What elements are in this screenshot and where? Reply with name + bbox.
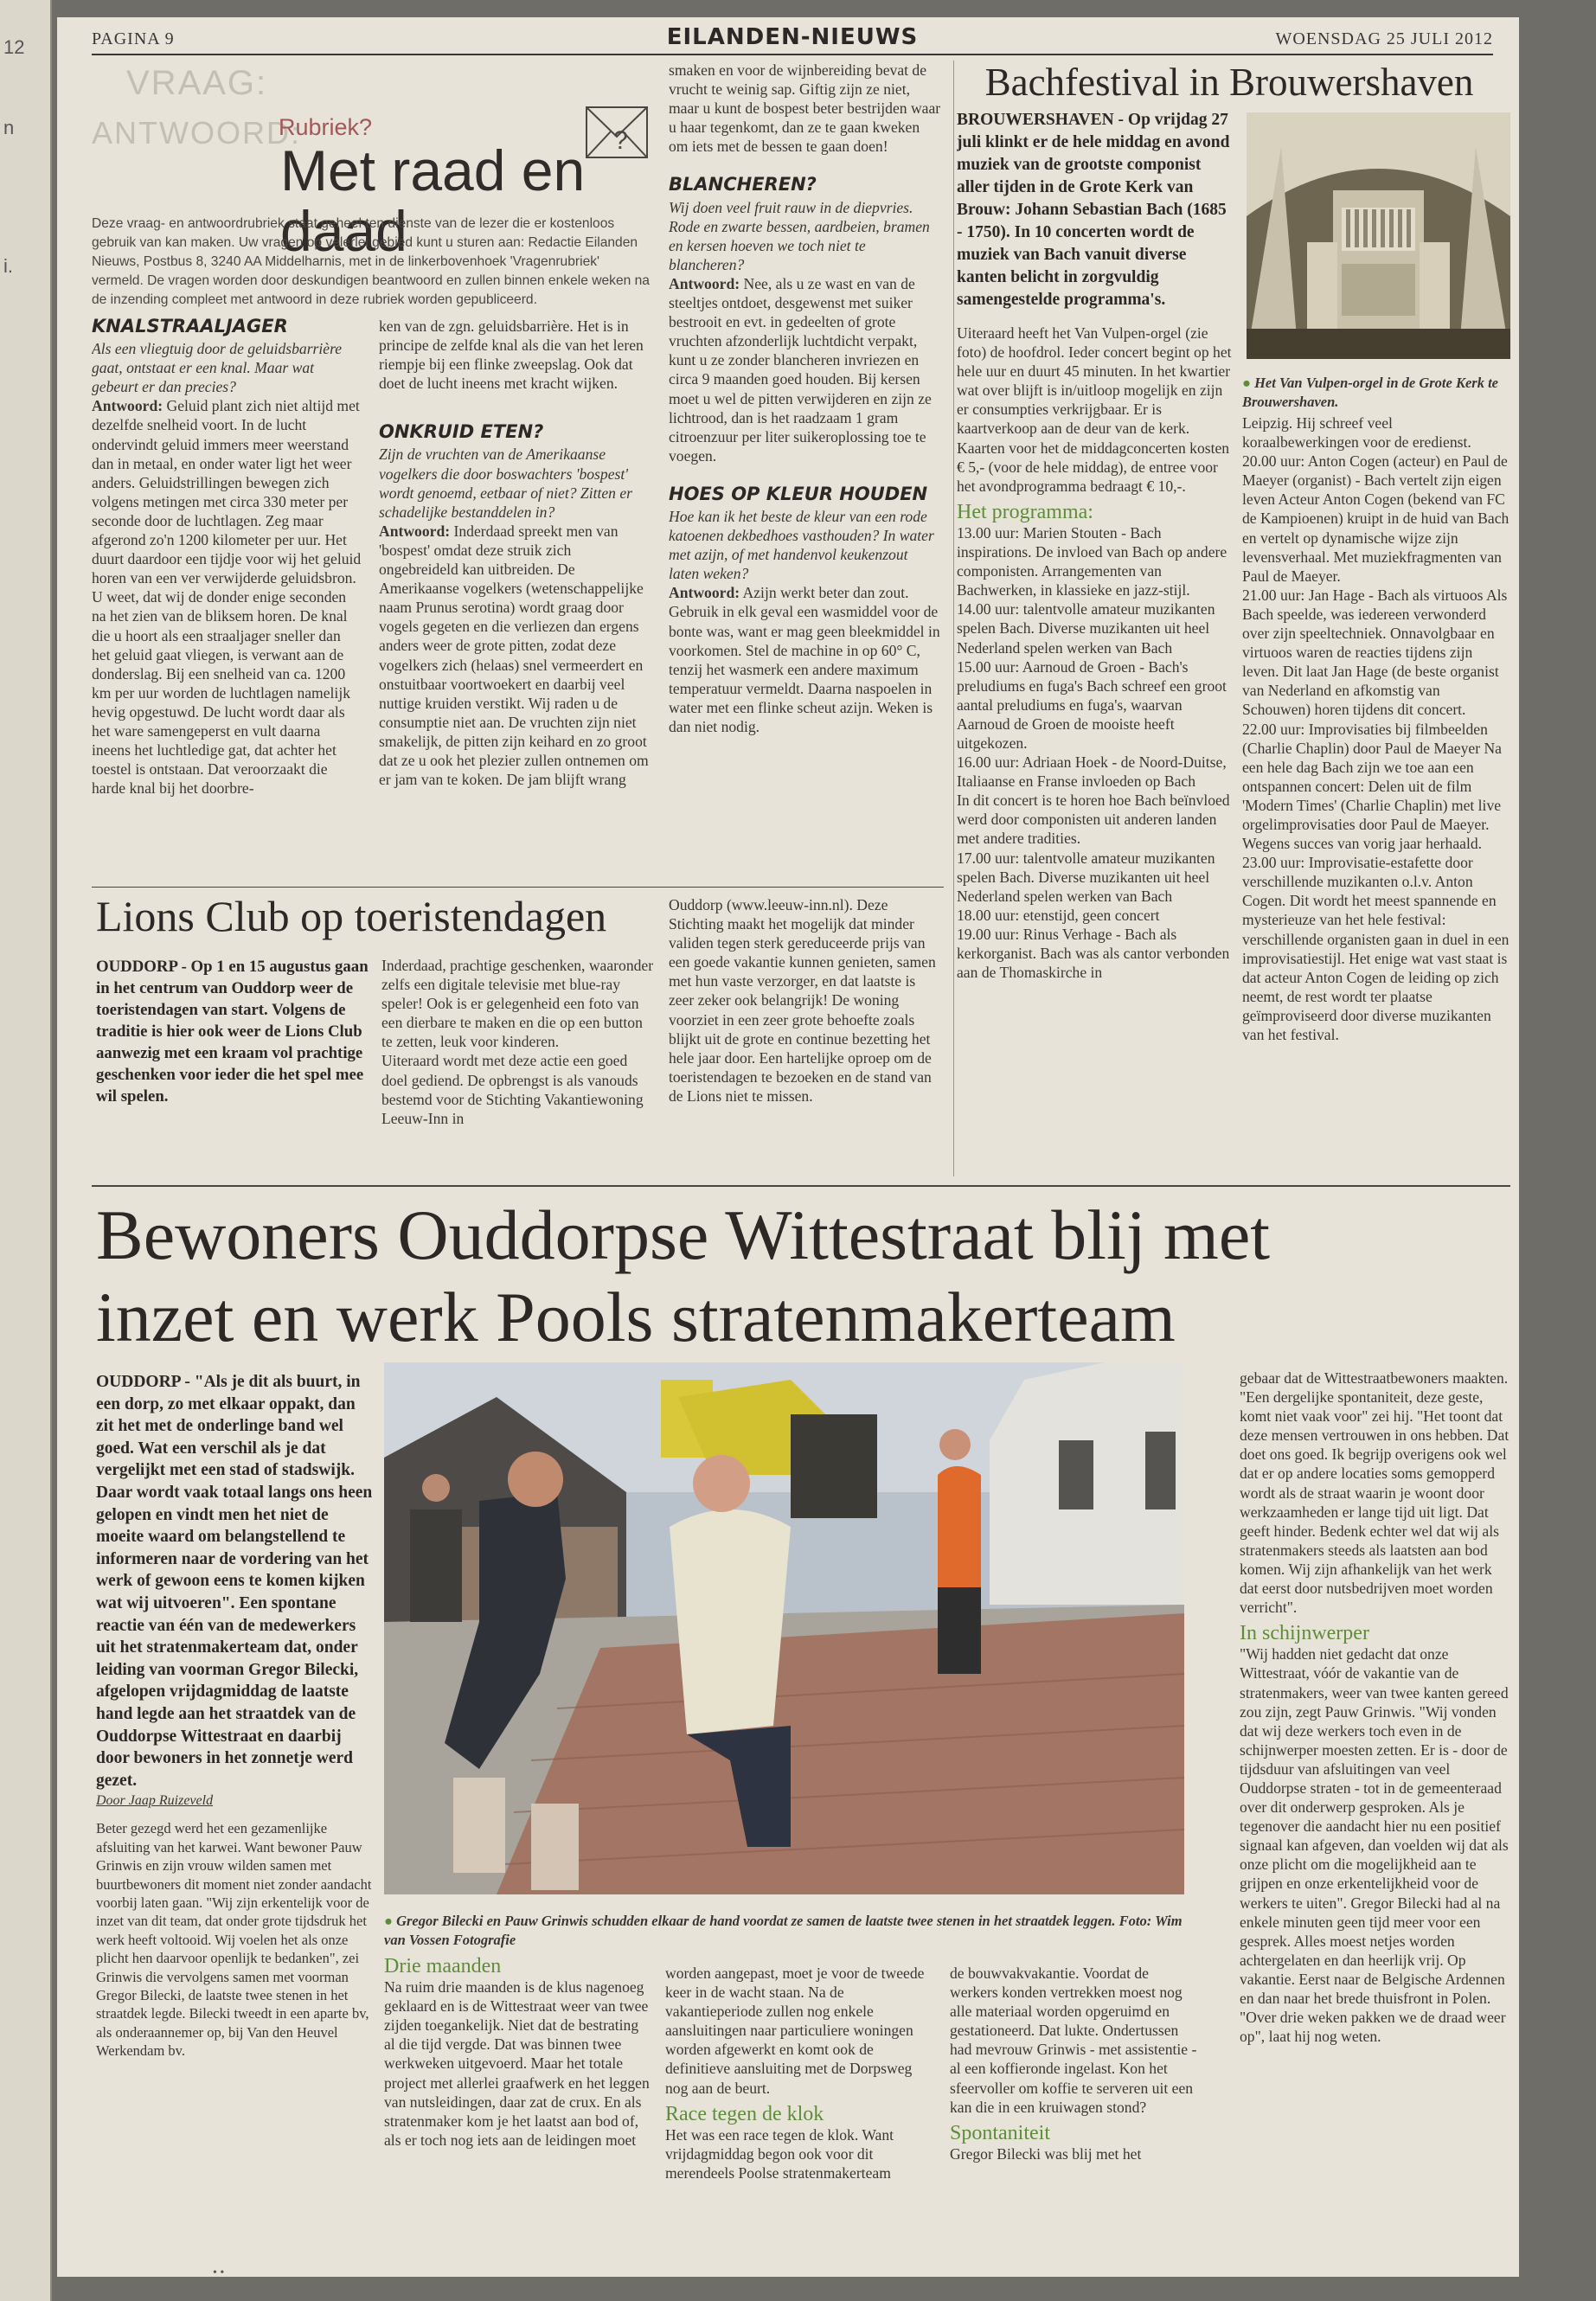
knal-column xyxy=(92,311,362,874)
footer-dots: • • xyxy=(213,2266,225,2277)
section-rule xyxy=(92,887,944,888)
onkruid-answer-cont: smaken en voor de wijnbereiding bevat de vrucht te weinig sap. Giftig zijn ze niet, maar u kunt de bospest beter bestrijden waar u haar tegenkomt, dan ze te gaan kweken om iets met de bessen te gaan doen! xyxy=(669,61,941,156)
subheading-race: Race tegen de klok xyxy=(665,2102,824,2125)
main-column-2 xyxy=(384,1957,652,2268)
subheading-schijnwerper: In schijnwerper xyxy=(1240,1622,1369,1645)
ghost-antwoord: ANTWOORD: xyxy=(92,115,301,151)
handshake-image xyxy=(384,1362,1184,1894)
rubriek-title: Met raad en daad xyxy=(280,138,586,263)
lions-column-2 xyxy=(381,956,657,1181)
bach-program-cont: Leipzig. Hij schreef veel koraalbewerkingen voor de eredienst. 20.00 uur: Anton Cogen (acteur) en Paul de Maeyer (organist) - Bach vertelt zijn eigen leven Acteur Anton Cogen (bekend van FC de Kampioenen) kruipt in de huid van Bach en vertelt op dynamische wijze zijn levensverhaal. Met muziekfragmenten van Paul de Maeyer. 21.00 uur: Jan Hage - Bach als virtuoos Als Bach speelde, was iedereen verwonderd over zijn speeltechniek. Onnavolgbaar en virtuoos waren de reacties tijdens zijn leven. Dit laat Jan Hage (de beste organist van Nederland en afkomstig van Schouwen) horen tijdens dit concert. 22.00 uur: Improvisaties bij filmbeelden (Charlie Chaplin) door Paul de Maeyer Na een hele dag Bach zijn we toe aan een ontspannen concert: Delen uit de film 'Modern Times' (Charlie Chaplin) met live orgelimprovisaties door Paul de Maeyer. Wegens succes van vorig jaar herhaald. 23.00 uur: Improvisatie-estafette door verschillende muzikanten o.l.v. Anton Cogen. Dit wordt het meest spannende en mysterieuze van het hele festival: verschillende organisten gaan in duel in een improvisatiestijl. Het enige wat vast staat is dat acteur Anton Cogen de leiding op zich neemt, de rest wordt ter plaatse geïmproviseerd door diverse muzikanten van het festival. xyxy=(1242,414,1509,1043)
rubriek-header xyxy=(92,61,654,307)
bach-paragraph: Uiteraard heeft het Van Vulpen-orgel (zie foto) de hoofdrol. Ieder concert begint op het hele uur en duurt 45 minuten. In het kwartier wat over blijft is in/uitloop mogelijk en zijn er consumpties verkrijgbaar. Er is kaartverkoop aan de deur van de kerk. Kaarten voor het de middagconcerten kosten € 5,- (voor de hele middag), de entree voor het avondprogramma bedraagt € 10,-. xyxy=(957,324,1232,495)
main-paragraph-5: de bouwvakvakantie. Voordat de werkers konden vertrekken moest nog alle materiaal worden opgeruimd en gestationeerd. Dat lukte. Ondertussen had mevrouw Grinwis - met assistentie - al een koffieronde ingelast. Kon het sfeervoller om koffie te serveren uit een kan die in een kruiwagen stond? xyxy=(950,1965,1197,2116)
bullet-icon: ● xyxy=(1242,375,1255,391)
margin-letter: i. xyxy=(3,255,13,277)
headline-line-2: inzet en werk Pools stratenmakerteam xyxy=(96,1278,1176,1356)
newspaper-page xyxy=(57,17,1519,2277)
bach-subheading: Het programma: xyxy=(957,500,1093,523)
section-rule xyxy=(92,1185,1510,1187)
bach-column-2 xyxy=(1242,413,1512,1175)
main-paragraph-6: Gregor Bilecki was blij met het xyxy=(950,2144,1142,2163)
answer-label: Antwoord: xyxy=(379,522,451,540)
answer-label: Antwoord: xyxy=(669,274,740,292)
margin-letter: n xyxy=(3,117,15,138)
caption-text: Gregor Bilecki en Pauw Grinwis schudden elkaar de hand voordat ze samen de laatste twee stenen in het straatdek leggen. Foto: Wim van Vossen Fotografie xyxy=(384,1913,1183,1948)
main-paragraph-8: "Wij hadden niet gedacht dat onze Wittestraat, vóór de vakantie van de stratenmakers, weer van twee kanten gereed zou zijn, zegt Pauw Grinwis. "Wij vonden dat wij deze werkers toch even in de schijnwerper moesten zetten. Er is - door de tijdsduur van afsluitingen van veel Ouddorpse straten - tot in de gemeenteraad over dit onderwerp gesproken. Als je tegenover die aandacht hier nu een positief signaal kan afgeven, dan voelden wij dat als onze plicht om die mogelijkheid aan te grijpen en onze erkentelijkheid voor de werkers te uiten". Gregor Bilecki had al na enkele minuten geen tijd meer voor een gesprek. Alles moest netjes worden achtergelaten en dan heerlijk vrij. Op vakantie. Eerst naar de Belgische Ardennen en dan naar het brede thuisfront in Polen. "Over drie weken pakken we de draad weer op", laat hij nog weten. xyxy=(1240,1645,1509,2046)
bach-lead: BROUWERSHAVEN - Op vrijdag 27 juli klinkt er de hele middag en avond muziek van de grootste componist aller tijden in de Grote Kerk van Brouw: Johann Sebastian Bach (1685 - 1750). In 10 concerten wordt de muziek van Bach vanuit diverse kanten belicht in zorgvuldig samengestelde programma's. xyxy=(957,111,1230,309)
onkruid-question: Zijn de vruchten van de Amerikaanse vogelkers die door boswachters 'bospest' wordt genoemd, eetbaar of niet? Zitten er schadelijke bestanddelen in? xyxy=(379,445,633,521)
main-column-3 xyxy=(665,1964,933,2266)
page-number: PAGINA 9 xyxy=(92,29,175,48)
street-photo xyxy=(384,1362,1184,1894)
lions-lead: OUDDORP - Op 1 en 15 augustus gaan in het centrum van Ouddorp weer de toeristendagen van start. Volgens de traditie is hier ook weer de Lions Club aanwezig met een kraam vol prachtige geschenken voor ieder die het spel mee wil spelen. xyxy=(96,958,369,1106)
organ-photo xyxy=(1247,112,1510,359)
knal-question: Als een vliegtuig door de geluidsbarrière gaat, ontstaat er een knal. Maar wat gebeurt er dan precies? xyxy=(92,340,343,396)
main-paragraph-3: worden aangepast, moet je voor de tweede keer in de wacht staan. Na de vakantieperiode zullen nog enkele aansluitingen naar particuliere woningen worden afgewerkt en komt ook de definitieve aansluiting met de Dorpsweg nog aan de beurt. xyxy=(665,1965,925,2097)
margin-page-number: 12 xyxy=(3,36,25,58)
ghost-vraag: VRAAG: xyxy=(126,64,268,102)
byline: Door Jaap Ruizeveld xyxy=(96,1793,214,1809)
answer-label: Antwoord: xyxy=(669,584,740,602)
hoes-question: Hoe kan ik het beste de kleur van een rode katoenen dekbedhoes vasthouden? In water met azijn, of met handenvol keukenzout laten weken? xyxy=(669,507,934,583)
main-photo-caption xyxy=(384,1912,1184,1950)
subheading-spontaniteit: Spontaniteit xyxy=(950,2121,1050,2144)
subheading-drie-maanden: Drie maanden xyxy=(384,1957,502,1977)
main-paragraph: Beter gezegd werd het een gezamenlijke afsluiting van het karwei. Want bewoner Pauw Grinwis en zijn vrouw wilden samen met buurtbewoners dit moment niet zonder aandacht voorbij laten gaan. "Wij zijn erkentelijk voor de inzet van dit team, dat onder grote tijdsdruk het werk heeft voltooid. Wij voelen het als onze plicht hen daarvoor openlijk te bedanken", zei Grinwis die vervolgens samen met voorman Gregor Bilecki, de laatste twee stenen in het straatdek legde. Bilecki tweedt in een aparte bv, als onderaannemer op, bij Van den Heuvel Werkendam bv. xyxy=(96,1820,372,2060)
headline-line-1: Bewoners Ouddorpse Wittestraat blij met xyxy=(96,1195,1271,1274)
hoes-answer: Azijn werkt beter dan zout. Gebruik in elk geval een wasmiddel voor de bonte was, want er mag geen bleekmiddel in voorkomen. Stel de machine in op 60° C, tenzij het wasmerk een andere maximum temperatuur vermeldt. Daarna naspoelen in water met een flinke scheut azijn. Weken is dan niet nodig. xyxy=(669,584,940,735)
main-paragraph-7: gebaar dat de Wittestraatbewoners maakten. "Een dergelijke spontaniteit, deze geste, komt niet vaak voor" zei hij. "Het toont dat deze mensen vertrouwen in ons hebben. Dat doet ons goed. Ik begrijp overigens ook wel dat er op andere locaties soms gemopperd wordt als de straat waarin je woont door werkzaamheden er lange tijd uit ligt. Dat geeft hinder. Bedenk echter wel dat wij als stratenmakers steeds als laatsten aan bod komen. Wij zijn afhankelijk van het werk dat eerst door nutsbedrijven moet worden verricht". xyxy=(1240,1369,1509,1617)
main-column-4 xyxy=(950,1964,1201,2266)
organ-caption xyxy=(1242,374,1510,412)
lions-column-3 xyxy=(669,895,942,1181)
caption-text: Het Van Vulpen-orgel in de Grote Kerk te Brouwershaven. xyxy=(1242,375,1498,410)
lions-title: Lions Club op toeristendagen xyxy=(96,892,607,940)
main-lead-column xyxy=(96,1371,373,2262)
middle-column xyxy=(379,311,654,874)
adjacent-page-edge xyxy=(0,0,52,2301)
masthead: EILANDEN-NIEUWS xyxy=(666,24,919,50)
question-mark: ? xyxy=(613,126,628,155)
rubriek-description: Deze vraag- en antwoordrubriek staat geheel ten dienste van de lezer die er kostenloos gebruik van kan maken. Uw vragen op velerlei gebied kunt u sturen aan: Redactie Eilanden Nieuws, Postbus 8, 3240 AA Middelharnis, met in de linkerbovenhoek 'Vragenrubriek' vermeld. De vragen worden door deskundigen beantwoord en zullen binnen enkele weken na de inzending compleet met antwoord in deze rubriek worden gepubliceerd. xyxy=(92,216,650,307)
page-header xyxy=(92,24,1493,55)
blancheren-answer: Nee, als u ze wast en van de steeltjes ontdoet, desgewenst met suiker bestrooit en evt. in gedeelten of grote vruchten afzonderlijk luchtdicht verpakt, kunt u ze zonder blancheren invriezen en circa 9 maanden goed houden. Bij kersen moet u wel de pitten verwijderen en zijn ze lichtrood, dan is het raadzaam 1 gram citroenzuur per liter suikeroplossing toe te voegen. xyxy=(669,274,932,465)
main-headline xyxy=(96,1194,1270,1358)
knal-heading: KNALSTRAALJAGER xyxy=(92,316,288,336)
right-question-column xyxy=(669,61,942,874)
issue-date: WOENSDAG 25 JULI 2012 xyxy=(1275,29,1493,48)
onkruid-answer: Inderdaad spreekt men van 'bospest' omdat deze struik zich ongebreideld kan uitbreiden. De Amerikaanse vogelkers (wetenschappelijke naam Prunus serotina) wordt graag door vogels gegeten en die verliezen dan ergens anders weer de grote pitten, zodat deze vogelkers zich (helaas) snel vermeerdert en onstuitbaar voortwoekert en daarbij veel nuttige kruiden verstikt. Wij raden u de consumptie niet aan. De vruchten zijn niet smakelijk, de pitten zijn keihard en zo groot dat ze u ook het plezier zullen ontnemen om er jam van te koken. De jam blijft wrang xyxy=(379,522,649,789)
rubriek-label: Rubriek? xyxy=(279,114,373,140)
bach-column-1 xyxy=(957,109,1234,1173)
main-paragraph-4: Het was een race tegen de klok. Want vrijdagmiddag begon ook voor dit merendeels Poolse stratenmakerteam xyxy=(665,2125,894,2182)
organ-image xyxy=(1247,112,1510,359)
column-divider xyxy=(953,61,954,1176)
answer-label: Antwoord: xyxy=(92,397,163,415)
blancheren-question: Wij doen veel fruit rauw in de diepvries. Rode en zwarte bessen, aardbeien, bramen en kersen hoeven we toch niet te blancheren? xyxy=(669,198,930,273)
blancheren-heading: BLANCHEREN? xyxy=(669,174,817,195)
lions-lead-column xyxy=(96,956,373,1181)
main-column-5 xyxy=(1240,1368,1512,2268)
lions-paragraph: Inderdaad, prachtige geschenken, waaronder zelfs een digitale televisie met blue-ray speler! Ook is er gelegenheid een foto van een dierbare te maken en die op een button te zetten, leuk voor kinderen. Uiteraard wordt met deze actie een goed doel gediend. De opbrengst is als vanouds bestemd voor de Stichting Vakantiewoning Leeuw-Inn in xyxy=(381,957,654,1127)
knal-answer: Geluid plant zich niet altijd met dezelfde snelheid voort. In de lucht ondervindt geluid immers meer weerstand dan in metaal, en onder water ligt het weer anders. Geluidstrillingen bewegen zich volgens metingen met circa 330 meter per seconde door de luchtlagen. Zeg maar afgerond zo'n 1200 kilometer per uur. Het duurt daardoor een tijdje voor wij het geluid horen van een ver verwijderde geluidsbron. U weet, dat wij de donder enige seconden na het zien van de bliksem horen. De knal die u hoort als een straaljager sneller dan het geluid gaat vliegen, is verwant aan de donderslag. Bij een snelheid van ca. 1200 km per uur worden de luchtlagen namelijk hevig opgestuwd. De lucht wordt daar als het ware samengeperst en vult daarna ineens het luchtledige gat, dat achter het toestel is ontstaan. Dat veroorzaakt die harde knal bij het doorbre- xyxy=(92,397,362,798)
main-lead: OUDDORP - "Als je dit als buurt, in een dorp, zo met elkaar oppakt, dan zit het met de onderlinge band wel goed. Wat een verschil als je dat vergelijkt met een stad of stadswijk. Daar wordt vaak totaal langs ons heen gelopen en vindt men het niet de moeite waard om belangstellend te informeren naar de vordering van het werk of gewoon eens te komen kijken wat wij uitvoeren". Een spontane reactie van één van de medewerkers uit het stratenmakerteam dat, onder leiding van voorman Gregor Bilecki, afgelopen vrijdagmiddag de laatste hand legde aan het straatdek van de Ouddorpse Wittestraat en daarbij door bewoners in het zonnetje werd gezet. xyxy=(96,1373,373,1790)
hoes-heading: HOES OP KLEUR HOUDEN xyxy=(669,483,928,504)
bach-title: Bachfestival in Brouwershaven xyxy=(984,61,1474,104)
main-paragraph-2: Na ruim drie maanden is de klus nagenoeg geklaard en is de Wittestraat weer van twee zijden toegankelijk. Niet dat de bestrating al die tijd vergde. Dat was binnen twee werkweken uitgevoerd. Maar het totale project met allerlei graafwerk en het leggen van nutsleidingen, daar zat de crux. En als stratenmaker kom je het laatst aan bod of, als er toch nog iets aan de leidingen moet xyxy=(384,1978,650,2149)
lions-paragraph-cont: Ouddorp (www.leeuw-inn.nl). Deze Stichting maakt het mogelijk dat minder validen tegen sterk gereduceerde prijs van een goede vakantie kunnen genieten, samen met hun vaste verzorger, en dat laatste is zeer zeker ook belangrijk! De woning voorziet in een zeer grote behoefte zoals blijkt uit de grote en continue bezetting het hele jaar door. Een hartelijke oproep om de toeristendagen te bezoeken en de stand van de Lions niet te missen. xyxy=(669,896,936,1105)
knal-answer-cont: ken van de zgn. geluidsbarrière. Het is in principe de zelfde knal als die van het leren riempje bij een flinke zweepslag. Ook dat doet de lucht ineens met kracht wijken. xyxy=(379,317,644,393)
bach-program: 13.00 uur: Marien Stouten - Bach inspirations. De invloed van Bach op andere componisten. Arrangementen van Bachwerken, in klassieke en jazz-stijl. 14.00 uur: talentvolle amateur muzikanten spelen Bach. Diverse muzikanten uit heel Nederland spelen werken van Bach 15.00 uur: Aarnoud de Groen - Bach's preludiums en fuga's Bach schreef een groot aantal preludiums en fuga's, waarvan Aarnoud de Groen de mooiste heeft uitgekozen. 16.00 uur: Adriaan Hoek - de Noord-Duitse, Italiaanse en Franse invloeden op Bach In dit concert is te horen hoe Bach beïnvloed werd door componisten uit anderen landen met andere tradities. 17.00 uur: talentvolle amateur muzikanten spelen Bach. Diverse muzikanten uit heel Nederland spelen werken van Bach 18.00 uur: etenstijd, geen concert 19.00 uur: Rinus Verhage - Bach als kerkorganist. Bach was als cantor verbonden aan de Thomaskirche in xyxy=(957,523,1230,982)
bullet-icon: ● xyxy=(384,1913,397,1929)
onkruid-heading: ONKRUID ETEN? xyxy=(379,421,544,443)
